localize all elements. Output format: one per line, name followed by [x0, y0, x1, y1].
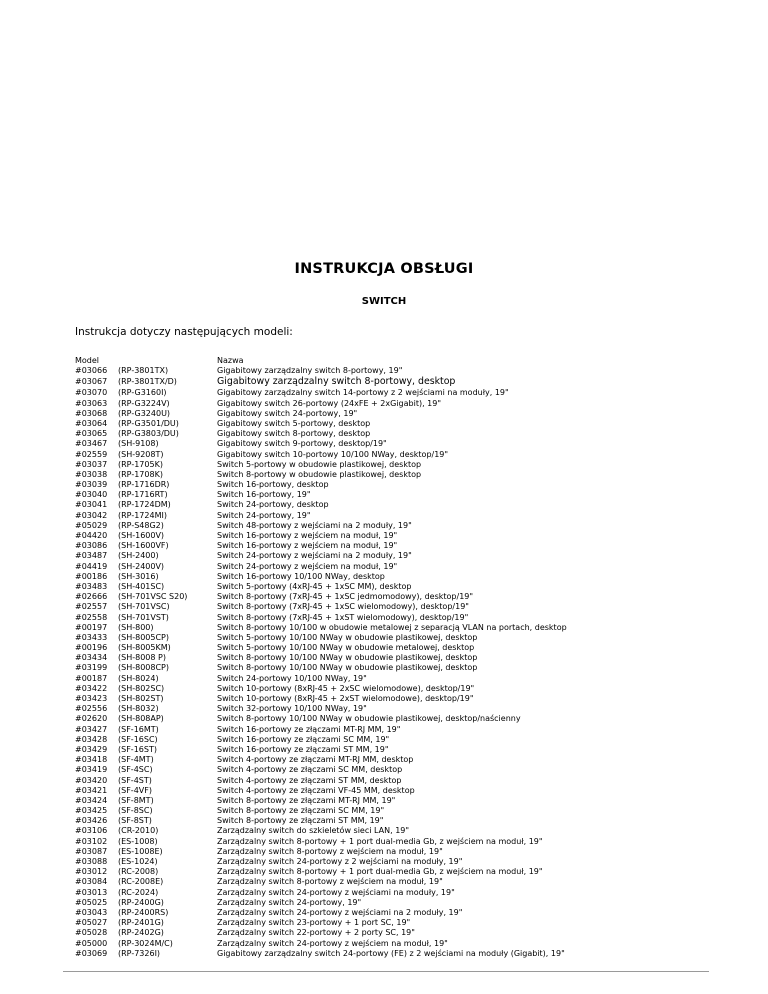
- model-number: #00197: [75, 622, 108, 632]
- model-name: Switch 4-portowy ze złączami VF-45 MM, desktop: [217, 785, 415, 795]
- model-number: #03084: [75, 877, 108, 887]
- model-number: #03041: [75, 500, 108, 510]
- model-number: #03419: [75, 765, 108, 775]
- model-code: (RP-S48G2): [118, 520, 164, 530]
- model-code: (SH-701VSC S20): [118, 592, 188, 602]
- model-number: #03467: [75, 439, 108, 449]
- model-name: Gigabitowy zarządzalny switch 8-portowy, 19": [217, 366, 403, 376]
- model-number: #03069: [75, 948, 108, 958]
- model-name: Zarządzalny switch 22-portowy + 2 porty SC, 19": [217, 928, 415, 938]
- model-code: (SH-2400V): [118, 561, 165, 571]
- model-code: (SH-9108): [118, 439, 159, 449]
- model-code: (RP-3024M/C): [118, 938, 173, 948]
- model-code: (SF-4SC): [118, 765, 153, 775]
- model-code: (RP-1716DR): [118, 480, 170, 490]
- model-number: #03424: [75, 795, 108, 805]
- model-code: (ES-1008E): [118, 846, 163, 856]
- model-code: (RC-2024): [118, 887, 159, 897]
- model-name: Switch 5-portowy 10/100 NWay w obudowie plastikowej, desktop: [217, 632, 478, 642]
- model-number: #03199: [75, 663, 108, 673]
- model-name: Switch 8-portowy ze złączami SC MM, 19": [217, 806, 385, 816]
- model-number: #00196: [75, 643, 108, 653]
- model-name: Switch 24-portowy, 19": [217, 510, 311, 520]
- model-number: #03043: [75, 907, 108, 917]
- model-number: #03421: [75, 785, 108, 795]
- model-code: (RP-G3501/DU): [118, 418, 179, 428]
- model-name: Switch 10-portowy (8xRJ-45 + 2xST wielomodowe), desktop/19": [217, 694, 474, 703]
- model-name: Switch 5-portowy w obudowie plastikowej, desktop: [217, 459, 422, 469]
- model-name: Zarządzalny switch 24-portowy z wejściami na 2 moduły, 19": [217, 907, 463, 917]
- model-number: #00187: [75, 673, 108, 683]
- model-number: #03420: [75, 775, 108, 785]
- model-name: Switch 8-portowy 10/100 NWay w obudowie plastikowej, desktop/naścienny: [217, 714, 521, 724]
- model-code: (SH-3016): [118, 571, 159, 581]
- model-name: Zarządzalny switch 23-portowy + 1 port SC, 19": [217, 918, 411, 928]
- header-name: Nazwa: [217, 356, 244, 365]
- model-name: Switch 24-portowy z wejściem na moduł, 19": [217, 561, 398, 571]
- model-name: Zarządzalny switch 8-portowy + 1 port dual-media Gb, z wejściem na moduł, 19": [217, 836, 543, 846]
- model-code: (SH-808AP): [118, 714, 164, 724]
- model-name: Switch 16-portowy 10/100 NWay, desktop: [217, 571, 385, 581]
- model-code: (RP-3801TX): [118, 366, 169, 376]
- model-name: Switch 48-portowy z wejściami na 2 moduły, 19": [217, 520, 412, 530]
- model-number: #03423: [75, 694, 108, 703]
- model-number: #03483: [75, 581, 108, 591]
- model-code: (SF-4VF): [118, 785, 152, 795]
- model-number: #03064: [75, 418, 108, 428]
- model-name: Switch 8-portowy 10/100 NWay w obudowie plastikowej, desktop: [217, 663, 478, 673]
- model-code: (RC-2008): [118, 867, 159, 877]
- model-code: (RP-G3224V): [118, 398, 170, 408]
- model-code: (SF-16MT): [118, 724, 159, 734]
- model-code: (SH-8008 P): [118, 653, 166, 663]
- model-name: Gigabitowy zarządzalny switch 24-portowy (FE) z 2 wejściami na moduły (Gigabit), 19": [217, 948, 565, 958]
- model-code: (SF-8MT): [118, 795, 154, 805]
- model-code: (SF-8ST): [118, 816, 152, 826]
- model-number: #03428: [75, 734, 108, 744]
- model-name: Zarządzalny switch 24-portowy z wejściami na moduły, 19": [217, 887, 455, 897]
- model-number: #03433: [75, 632, 108, 642]
- model-name: Gigabitowy switch 24-portowy, 19": [217, 408, 358, 418]
- model-number: #03427: [75, 724, 108, 734]
- model-name: Switch 4-portowy ze złączami ST MM, desktop: [217, 775, 402, 785]
- model-code: (RP-G3803/DU): [118, 429, 179, 439]
- model-code: (RP-1724DM): [118, 500, 171, 510]
- model-name: Switch 8-portowy w obudowie plastikowej, desktop: [217, 469, 422, 479]
- model-number: #05000: [75, 938, 108, 948]
- model-name: Switch 16-portowy, desktop: [217, 480, 329, 490]
- model-number: #03429: [75, 744, 108, 754]
- model-number: #05028: [75, 928, 108, 938]
- model-number: #03088: [75, 857, 108, 866]
- model-name: Zarządzalny switch 24-portowy, 19": [217, 897, 362, 907]
- model-name: Gigabitowy switch 5-portowy, desktop: [217, 418, 371, 428]
- model-code: (SH-8024): [118, 673, 159, 683]
- model-number: #03038: [75, 469, 108, 479]
- model-name: Switch 4-portowy ze złączami SC MM, desktop: [217, 765, 403, 775]
- model-name: Gigabitowy zarządzalny switch 8-portowy, desktop: [217, 376, 456, 388]
- model-code: (SH-800): [118, 622, 154, 632]
- model-name: Gigabitowy switch 9-portowy, desktop/19": [217, 439, 387, 449]
- model-name: Switch 24-portowy z wejściami na 2 moduły, 19": [217, 551, 412, 561]
- model-code: (RP-2400RS): [118, 907, 169, 917]
- model-name: Switch 16-portowy, 19": [217, 490, 311, 500]
- model-code: (RP-1705K): [118, 459, 163, 469]
- model-code: (SH-9208T): [118, 449, 164, 459]
- model-number: #04420: [75, 531, 108, 540]
- model-number: #03086: [75, 541, 108, 551]
- model-name: Zarządzalny switch 8-portowy z wejściem na moduł, 19": [217, 877, 443, 887]
- model-code: (SF-16ST): [118, 744, 157, 754]
- model-code: (ES-1024): [118, 857, 158, 866]
- model-name: Switch 5-portowy (4xRJ-45 + 1xSC MM), desktop: [217, 581, 412, 591]
- model-number: #03087: [75, 846, 108, 856]
- model-code: (SH-802SC): [118, 683, 165, 693]
- model-code: (RP-1716RT): [118, 490, 168, 500]
- model-name: Switch 16-portowy ze złączami SC MM, 19": [217, 734, 390, 744]
- model-name: Zarządzalny switch 8-portowy + 1 port dual-media Gb, z wejściem na moduł, 19": [217, 867, 543, 877]
- footer-divider: [63, 971, 709, 972]
- model-name: Switch 8-portowy (7xRJ-45 + 1xSC wielomodowy), desktop/19": [217, 602, 469, 612]
- model-number: #03102: [75, 836, 108, 846]
- model-number: #03426: [75, 816, 108, 826]
- header-model: Model: [75, 356, 100, 365]
- model-number: #03066: [75, 366, 108, 376]
- model-number: #03067: [75, 377, 108, 387]
- model-code: (RP-2401G): [118, 918, 164, 928]
- model-code: (SF-4MT): [118, 755, 154, 765]
- model-name: Gigabitowy switch 10-portowy 10/100 NWay, desktop/19": [217, 449, 449, 459]
- model-name: Switch 5-portowy 10/100 NWay w obudowie metalowej, desktop: [217, 643, 475, 653]
- model-number: #02556: [75, 704, 108, 714]
- model-code: (RP-G3240U): [118, 408, 171, 418]
- model-name: Switch 32-portowy 10/100 NWay, 19": [217, 704, 367, 714]
- model-code: (SH-8005KM): [118, 643, 171, 653]
- document-subtitle: SWITCH: [361, 296, 407, 307]
- model-name: Gigabitowy zarządzalny switch 14-portowy z 2 wejściami na moduły, 19": [217, 388, 509, 398]
- model-code: (CR-2010): [118, 826, 159, 836]
- model-number: #03037: [75, 459, 108, 469]
- model-number: #05029: [75, 520, 108, 530]
- model-code: (RP-1724MI): [118, 510, 167, 520]
- model-name: Switch 16-portowy z wejściem na moduł, 19": [217, 531, 398, 540]
- model-code: (RP-1708K): [118, 469, 163, 479]
- model-code: (SH-1600V): [118, 531, 165, 540]
- model-name: Zarządzalny switch do szkieletów sieci LAN, 19": [217, 826, 410, 836]
- model-code: (SH-8008CP): [118, 663, 169, 673]
- model-number: #03042: [75, 510, 108, 520]
- model-code: (RP-3801TX/D): [118, 377, 177, 387]
- model-name: Switch 16-portowy z wejściem na moduł, 19": [217, 541, 398, 551]
- model-number: #03040: [75, 490, 108, 500]
- model-number: #02666: [75, 592, 108, 602]
- model-code: (RP-2402G): [118, 928, 164, 938]
- model-code: (SH-802ST): [118, 694, 164, 703]
- model-code: (SH-8032): [118, 704, 159, 714]
- model-name: Gigabitowy switch 26-portowy (24xFE + 2xGigabit), 19": [217, 398, 442, 408]
- model-name: Switch 10-portowy (8xRJ-45 + 2xSC wielomodowe), desktop/19": [217, 683, 475, 693]
- model-number: #00186: [75, 571, 108, 581]
- model-number: #03418: [75, 755, 108, 765]
- model-name: Zarządzalny switch 8-portowy z wejściem na moduł, 19": [217, 846, 443, 856]
- model-name: Switch 8-portowy ze złączami ST MM, 19": [217, 816, 384, 826]
- model-number: #02558: [75, 612, 108, 622]
- model-name: Zarządzalny switch 24-portowy z wejściem na moduł, 19": [217, 938, 448, 948]
- model-name: Switch 8-portowy 10/100 NWay w obudowie plastikowej, desktop: [217, 653, 478, 663]
- model-code: (SF-8SC): [118, 806, 153, 816]
- model-name: Switch 16-portowy ze złączami ST MM, 19": [217, 744, 389, 754]
- model-code: (SH-8005CP): [118, 632, 169, 642]
- model-number: #02557: [75, 602, 108, 612]
- model-number: #03013: [75, 887, 108, 897]
- model-name: Switch 8-portowy (7xRJ-45 + 1xST wielomodowy), desktop/19": [217, 612, 469, 622]
- model-name: Switch 16-portowy ze złączami MT-RJ MM, 19": [217, 724, 401, 734]
- model-name: Gigabitowy switch 8-portowy, desktop: [217, 429, 371, 439]
- model-name: Switch 24-portowy 10/100 NWay, 19": [217, 673, 367, 683]
- model-number: #03425: [75, 806, 108, 816]
- model-number: #02620: [75, 714, 108, 724]
- model-number: #03068: [75, 408, 108, 418]
- model-code: (SH-701VSC): [118, 602, 170, 612]
- model-code: (SH-2400): [118, 551, 159, 561]
- model-name: Switch 8-portowy 10/100 w obudowie metalowej z separacją VLAN na portach, desktop: [217, 622, 567, 632]
- model-code: (SH-701VST): [118, 612, 169, 622]
- model-number: #04419: [75, 561, 108, 571]
- model-number: #03063: [75, 398, 108, 408]
- model-number: #02559: [75, 449, 108, 459]
- model-number: #03106: [75, 826, 108, 836]
- model-number: #03039: [75, 480, 108, 490]
- model-number: #05027: [75, 918, 108, 928]
- model-code: (RP-2400G): [118, 897, 164, 907]
- model-code: (SF-16SC): [118, 734, 158, 744]
- document-title: INSTRUKCJA OBSŁUGI: [294, 261, 474, 277]
- model-number: #03065: [75, 429, 108, 439]
- model-code: (SF-4ST): [118, 775, 152, 785]
- model-number: #03422: [75, 683, 108, 693]
- intro-text: Instrukcja dotyczy następujących modeli:: [75, 326, 293, 338]
- model-number: #03070: [75, 388, 108, 398]
- model-name: Switch 24-portowy, desktop: [217, 500, 329, 510]
- model-name: Switch 4-portowy ze złączami MT-RJ MM, desktop: [217, 755, 414, 765]
- model-code: (RP-G3160I): [118, 388, 167, 398]
- model-number: #03434: [75, 653, 108, 663]
- model-code: (RP-7326I): [118, 948, 161, 958]
- model-name: Zarządzalny switch 24-portowy z 2 wejściami na moduły, 19": [217, 857, 463, 866]
- model-number: #03012: [75, 867, 108, 877]
- model-name: Switch 8-portowy (7xRJ-45 + 1xSC jedmomodowy), desktop/19": [217, 592, 474, 602]
- model-number: #03487: [75, 551, 108, 561]
- model-code: (ES-1008): [118, 836, 158, 846]
- model-name: Switch 8-portowy ze złączami MT-RJ MM, 19": [217, 795, 396, 805]
- model-code: (SH-1600VF): [118, 541, 169, 551]
- model-code: (RC-2008E): [118, 877, 164, 887]
- model-code: (SH-401SC): [118, 581, 165, 591]
- model-number: #05025: [75, 897, 108, 907]
